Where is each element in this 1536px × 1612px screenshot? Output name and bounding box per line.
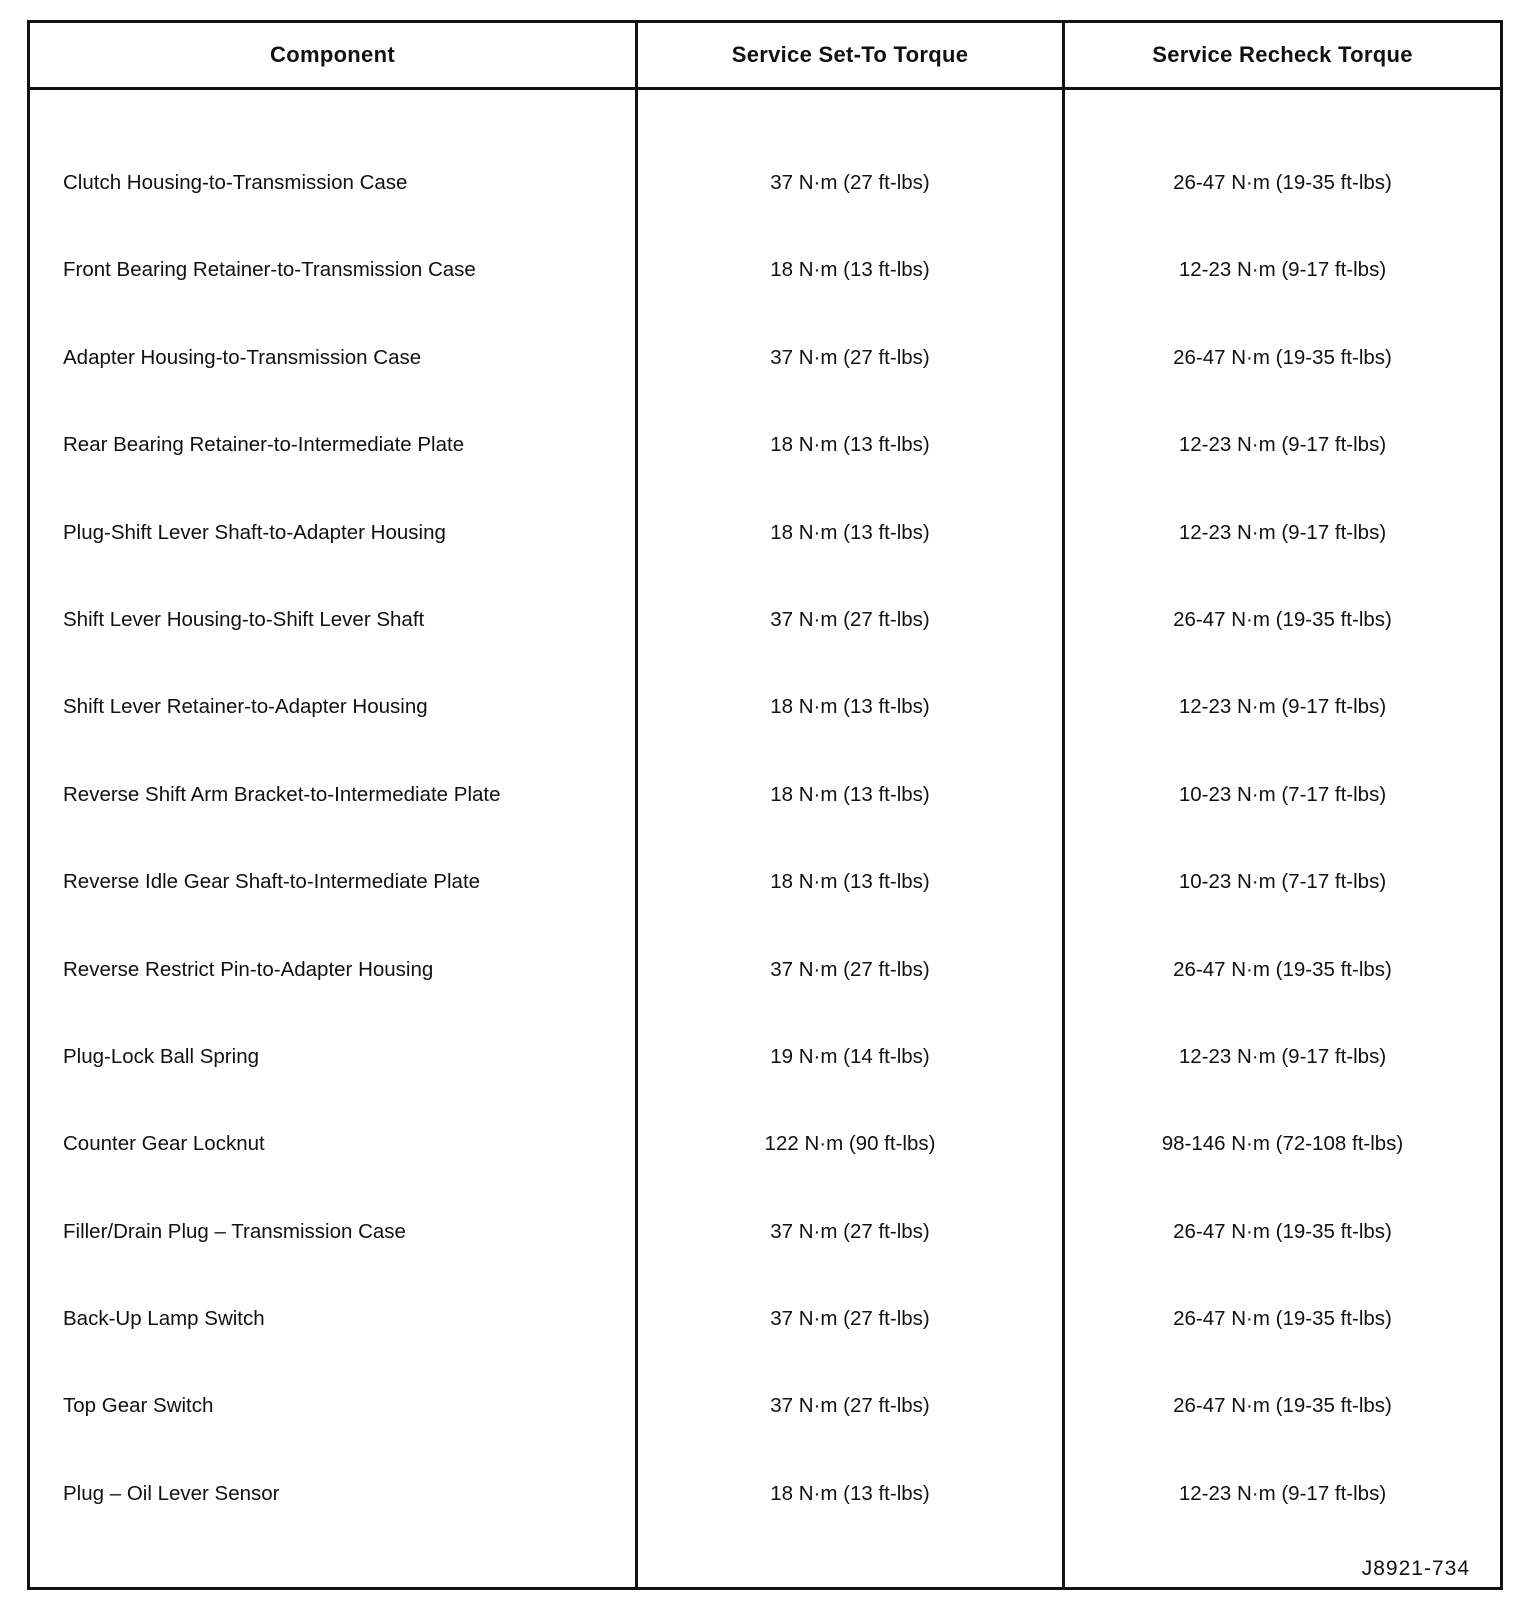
component-cell: Counter Gear Locknut — [63, 1132, 265, 1156]
figure-id: J8921-734 — [1361, 1557, 1470, 1580]
table-row — [30, 1474, 1500, 1561]
set-to-torque-cell: 37 N·m (27 ft-lbs) — [770, 957, 930, 981]
set-to-torque-cell: 37 N·m (27 ft-lbs) — [770, 345, 930, 369]
table-row — [30, 775, 1500, 862]
component-cell: Reverse Restrict Pin-to-Adapter Housing — [63, 957, 434, 981]
set-to-torque-cell: 122 N·m (90 ft-lbs) — [764, 1132, 936, 1156]
set-to-torque-cell: 37 N·m (27 ft-lbs) — [770, 1219, 930, 1243]
component-cell: Plug – Oil Lever Sensor — [63, 1481, 280, 1505]
component-cell: Shift Lever Retainer-to-Adapter Housing — [63, 695, 428, 719]
table-row — [30, 950, 1500, 1037]
set-to-torque-cell: 37 N·m (27 ft-lbs) — [770, 607, 930, 631]
recheck-torque-cell: 98-146 N·m (72-108 ft-lbs) — [1161, 1132, 1404, 1156]
table-row — [30, 1037, 1500, 1124]
recheck-torque-cell: 26-47 N·m (19-35 ft-lbs) — [1173, 345, 1392, 369]
recheck-torque-cell: 26-47 N·m (19-35 ft-lbs) — [1173, 171, 1392, 194]
recheck-torque-cell: 12-23 N·m (9-17 ft-lbs) — [1178, 1044, 1387, 1068]
recheck-torque-cell: 26-47 N·m (19-35 ft-lbs) — [1173, 1307, 1392, 1331]
recheck-torque-cell: 26-47 N·m (19-35 ft-lbs) — [1173, 1219, 1392, 1243]
recheck-torque-cell: 12-23 N·m (9-17 ft-lbs) — [1178, 433, 1387, 457]
component-cell: Reverse Shift Arm Bracket-to-Intermediate Plate — [63, 782, 501, 806]
table-row — [30, 1124, 1500, 1211]
table-body — [30, 163, 1500, 1561]
table-row — [30, 1212, 1500, 1299]
component-cell: Clutch Housing-to-Transmission Case — [63, 171, 408, 194]
table-row — [30, 425, 1500, 512]
component-cell: Reverse Idle Gear Shaft-to-Intermediate Plate — [63, 870, 481, 894]
set-to-torque-cell: 37 N·m (27 ft-lbs) — [770, 171, 930, 194]
component-cell: Top Gear Switch — [63, 1394, 214, 1418]
table-row — [30, 687, 1500, 774]
set-to-torque-cell: 18 N·m (13 ft-lbs) — [770, 433, 930, 457]
table-row — [30, 250, 1500, 337]
set-to-torque-cell: 18 N·m (13 ft-lbs) — [770, 1481, 930, 1505]
component-cell: Plug-Shift Lever Shaft-to-Adapter Housing — [63, 520, 446, 544]
recheck-torque-cell: 26-47 N·m (19-35 ft-lbs) — [1173, 957, 1392, 981]
set-to-torque-cell: 18 N·m (13 ft-lbs) — [770, 870, 930, 894]
recheck-torque-cell: 12-23 N·m (9-17 ft-lbs) — [1178, 520, 1387, 544]
set-to-torque-cell: 37 N·m (27 ft-lbs) — [770, 1307, 930, 1331]
recheck-torque-cell: 12-23 N·m (9-17 ft-lbs) — [1178, 1481, 1387, 1505]
component-cell: Adapter Housing-to-Transmission Case — [63, 345, 422, 369]
set-to-torque-cell: 19 N·m (14 ft-lbs) — [770, 1044, 930, 1068]
set-to-torque-cell: 18 N·m (13 ft-lbs) — [770, 520, 930, 544]
table-row — [30, 513, 1500, 600]
set-to-torque-cell: 18 N·m (13 ft-lbs) — [770, 258, 930, 282]
component-cell: Back-Up Lamp Switch — [63, 1307, 265, 1331]
component-cell: Filler/Drain Plug – Transmission Case — [63, 1219, 406, 1243]
recheck-torque-cell: 10-23 N·m (7-17 ft-lbs) — [1178, 870, 1387, 894]
table-row — [30, 600, 1500, 687]
recheck-torque-cell: 12-23 N·m (9-17 ft-lbs) — [1178, 258, 1387, 282]
component-cell: Plug-Lock Ball Spring — [63, 1044, 259, 1068]
torque-table — [27, 20, 1503, 1590]
component-cell: Rear Bearing Retainer-to-Intermediate Plate — [63, 433, 465, 457]
set-to-torque-cell: 37 N·m (27 ft-lbs) — [770, 1394, 930, 1418]
header-divider — [30, 87, 1500, 90]
component-cell: Front Bearing Retainer-to-Transmission Case — [63, 258, 476, 282]
header-set-to-torque: Service Set-To Torque — [731, 42, 969, 67]
table-row — [30, 338, 1500, 425]
recheck-torque-cell: 26-47 N·m (19-35 ft-lbs) — [1173, 1394, 1392, 1418]
recheck-torque-cell: 12-23 N·m (9-17 ft-lbs) — [1178, 695, 1387, 719]
recheck-torque-cell: 26-47 N·m (19-35 ft-lbs) — [1173, 607, 1392, 631]
recheck-torque-cell: 10-23 N·m (7-17 ft-lbs) — [1178, 782, 1387, 806]
header-recheck-torque: Service Recheck Torque — [1152, 42, 1413, 67]
table-row — [30, 1299, 1500, 1386]
table-row — [30, 163, 1500, 250]
set-to-torque-cell: 18 N·m (13 ft-lbs) — [770, 782, 930, 806]
table-row — [30, 862, 1500, 949]
header-component: Component — [270, 42, 395, 67]
set-to-torque-cell: 18 N·m (13 ft-lbs) — [770, 695, 930, 719]
component-cell: Shift Lever Housing-to-Shift Lever Shaft — [63, 607, 425, 631]
table-row — [30, 1386, 1500, 1473]
